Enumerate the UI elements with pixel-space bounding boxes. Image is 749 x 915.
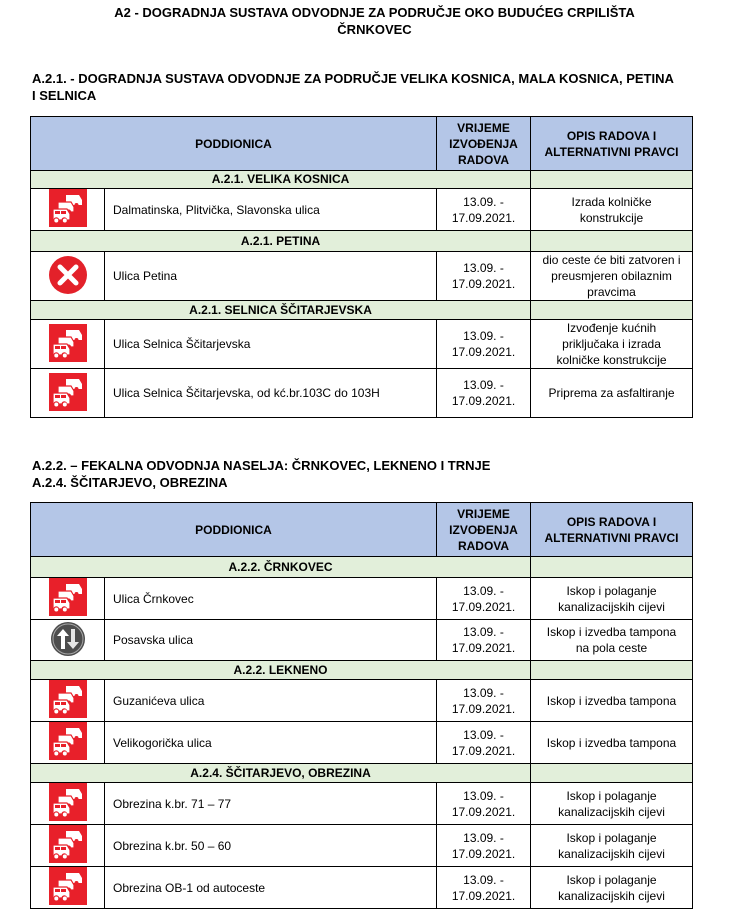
section2-title: [32, 457, 490, 491]
street-name: Velikogorička ulica: [105, 722, 437, 764]
work-period-line: 17.09.2021.: [451, 804, 516, 819]
work-period-line: 13.09. -: [463, 261, 504, 276]
traffic-jam-icon: [49, 783, 87, 824]
work-period-line: 13.09. -: [463, 194, 504, 209]
table-row: [31, 680, 693, 722]
work-period: [437, 369, 531, 418]
street-name: Ulica Petina: [105, 252, 437, 301]
column-header-opis-line: ALTERNATIVNI PRAVCI: [544, 144, 679, 159]
work-period-line: 13.09. -: [463, 830, 504, 845]
column-header-vrijeme-line: RADOVA: [457, 538, 510, 553]
work-description: [531, 680, 693, 722]
work-period-line: 17.09.2021.: [451, 888, 516, 903]
work-description-line: kolničke konstrukcije: [556, 353, 667, 368]
work-period-line: 13.09. -: [463, 872, 504, 887]
work-description-line: Iskop i polaganje: [566, 830, 657, 845]
work-description-line: kanalizacijskih cijevi: [558, 888, 665, 903]
table-row: [31, 620, 693, 661]
work-period-line: 17.09.2021.: [451, 701, 516, 716]
subsection-row: [31, 301, 693, 320]
subsection-empty-cell: [531, 231, 693, 252]
work-description: [531, 369, 693, 418]
traffic-jam-icon: [49, 324, 87, 365]
work-period: [437, 783, 531, 825]
work-period-line: 17.09.2021.: [451, 345, 516, 360]
work-description: [531, 578, 693, 620]
work-period-line: 17.09.2021.: [451, 641, 516, 656]
work-description: [531, 320, 693, 369]
street-name: Ulica Selnica Ščitarjevska, od kć.br.103C do 103H: [105, 369, 437, 418]
subsection-row: [31, 764, 693, 783]
work-period: [437, 578, 531, 620]
column-header-poddionica: PODDIONICA: [31, 117, 437, 171]
subsection-row: [31, 171, 693, 189]
table-row: [31, 189, 693, 231]
work-description-line: Iskop i izvedba tampona: [546, 625, 677, 640]
work-period: [437, 189, 531, 231]
column-header-vrijeme: [437, 117, 531, 171]
icon-cell: [31, 722, 105, 764]
subsection-label: A.2.1. VELIKA KOSNICA: [31, 171, 531, 189]
subsection-label: A.2.1. SELNICA ŠČITARJEVSKA: [31, 301, 531, 320]
table-row: [31, 369, 693, 418]
two-way-traffic-icon: [50, 621, 86, 660]
table-row: [31, 825, 693, 867]
table-row: [31, 867, 693, 909]
traffic-jam-icon: [49, 680, 87, 721]
work-description-line: konstrukcije: [579, 210, 644, 225]
work-period-line: 13.09. -: [463, 329, 504, 344]
traffic-jam-icon: [49, 578, 87, 619]
work-period-line: 17.09.2021.: [451, 743, 516, 758]
street-name: Guzanićeva ulica: [105, 680, 437, 722]
document-title: [0, 4, 749, 38]
work-period: [437, 722, 531, 764]
subsection-empty-cell: [531, 557, 693, 578]
subsection-label: A.2.2. LEKNENO: [31, 661, 531, 680]
work-period-line: 17.09.2021.: [451, 210, 516, 225]
icon-cell: [31, 867, 105, 909]
work-period: [437, 825, 531, 867]
work-period: [437, 620, 531, 661]
document-title-line2: ČRNKOVEC: [337, 22, 412, 37]
work-period-line: 13.09. -: [463, 685, 504, 700]
work-description-line: kanalizacijskih cijevi: [558, 804, 665, 819]
work-description-line: priključaka i izrada: [562, 337, 661, 352]
work-period: [437, 320, 531, 369]
work-period: [437, 252, 531, 301]
column-header-vrijeme-line: VRIJEME: [457, 120, 510, 135]
traffic-jam-icon: [49, 189, 87, 230]
icon-cell: [31, 783, 105, 825]
icon-cell: [31, 620, 105, 661]
subsection-empty-cell: [531, 171, 693, 189]
subsection-row: [31, 661, 693, 680]
subsection-label: A.2.4. ŠČITARJEVO, OBREZINA: [31, 764, 531, 783]
icon-cell: [31, 680, 105, 722]
road-closed-icon: [48, 255, 88, 298]
work-description-line: Priprema za asfaltiranje: [548, 386, 675, 401]
column-header-vrijeme-line: RADOVA: [457, 152, 510, 167]
street-name: Obrezina k.br. 71 – 77: [105, 783, 437, 825]
work-period-line: 13.09. -: [463, 727, 504, 742]
section1-table: [30, 116, 693, 418]
work-period-line: 13.09. -: [463, 583, 504, 598]
work-description: [531, 189, 693, 231]
icon-cell: [31, 369, 105, 418]
work-description-line: Izvođenje kućnih: [566, 321, 657, 336]
street-name: Obrezina k.br. 50 – 60: [105, 825, 437, 867]
work-period: [437, 867, 531, 909]
work-description-line: Iskop i polaganje: [566, 583, 657, 598]
work-period-line: 17.09.2021.: [451, 846, 516, 861]
column-header-opis-line: ALTERNATIVNI PRAVCI: [544, 530, 679, 545]
section2-title-line1: A.2.2. – FEKALNA ODVODNJA NASELJA: ČRNKOVEC, LEKNENO I TRNJE: [32, 458, 491, 473]
work-period-line: 13.09. -: [463, 378, 504, 393]
street-name: Obrezina OB-1 od autoceste: [105, 867, 437, 909]
table-row: [31, 578, 693, 620]
table-row: [31, 783, 693, 825]
work-description: [531, 620, 693, 661]
work-description-line: dio ceste će biti zatvoren i: [542, 253, 681, 268]
subsection-label: A.2.1. PETINA: [31, 231, 531, 252]
traffic-jam-icon: [49, 825, 87, 866]
work-description-line: Izrada kolničke: [571, 194, 652, 209]
work-description-line: Iskop i polaganje: [566, 872, 657, 887]
work-description-line: pravcima: [587, 285, 636, 300]
icon-cell: [31, 825, 105, 867]
traffic-jam-icon: [49, 373, 87, 414]
column-header-opis: [531, 117, 693, 171]
work-description: [531, 783, 693, 825]
table-header-row: [31, 503, 693, 557]
street-name: Posavska ulica: [105, 620, 437, 661]
work-description-line: kanalizacijskih cijevi: [558, 846, 665, 861]
work-description: [531, 867, 693, 909]
work-period-line: 17.09.2021.: [451, 599, 516, 614]
work-description: [531, 252, 693, 301]
street-name: Dalmatinska, Plitvička, Slavonska ulica: [105, 189, 437, 231]
section2-title-line2: A.2.4. ŠČITARJEVO, OBREZINA: [32, 475, 228, 490]
street-name: Ulica Črnkovec: [105, 578, 437, 620]
work-period-line: 17.09.2021.: [451, 277, 516, 292]
street-name: Ulica Selnica Ščitarjevska: [105, 320, 437, 369]
column-header-opis-line: OPIS RADOVA I: [566, 128, 657, 143]
table-row: [31, 320, 693, 369]
column-header-vrijeme-line: VRIJEME: [457, 506, 510, 521]
icon-cell: [31, 578, 105, 620]
subsection-row: [31, 231, 693, 252]
subsection-label: A.2.2. ČRNKOVEC: [31, 557, 531, 578]
section2-table: [30, 502, 693, 909]
table-row: [31, 252, 693, 301]
work-description-line: na pola ceste: [575, 641, 648, 656]
table-header-row: [31, 117, 693, 171]
section1-title: [32, 70, 674, 104]
work-period-line: 17.09.2021.: [451, 394, 516, 409]
subsection-empty-cell: [531, 661, 693, 680]
section1-title-line1: A.2.1. - DOGRADNJA SUSTAVA ODVODNJE ZA PODRUČJE VELIKA KOSNICA, MALA KOSNICA, PETINA: [32, 71, 674, 86]
section1-title-line2: I SELNICA: [32, 88, 97, 103]
subsection-row: [31, 557, 693, 578]
icon-cell: [31, 320, 105, 369]
column-header-vrijeme-line: IZVOĐENJA: [449, 136, 518, 151]
work-description-line: Iskop i izvedba tampona: [546, 693, 677, 708]
table-row: [31, 722, 693, 764]
work-description-line: preusmjeren obilaznim: [551, 269, 672, 284]
work-period-line: 13.09. -: [463, 625, 504, 640]
icon-cell: [31, 189, 105, 231]
column-header-opis-line: OPIS RADOVA I: [566, 514, 657, 529]
work-description-line: Iskop i polaganje: [566, 788, 657, 803]
traffic-jam-icon: [49, 867, 87, 908]
icon-cell: [31, 252, 105, 301]
column-header-vrijeme: [437, 503, 531, 557]
subsection-empty-cell: [531, 301, 693, 320]
traffic-jam-icon: [49, 722, 87, 763]
work-description: [531, 825, 693, 867]
work-period: [437, 680, 531, 722]
column-header-vrijeme-line: IZVOĐENJA: [449, 522, 518, 537]
work-period-line: 13.09. -: [463, 788, 504, 803]
work-description-line: kanalizacijskih cijevi: [558, 599, 665, 614]
subsection-empty-cell: [531, 764, 693, 783]
work-description: [531, 722, 693, 764]
column-header-opis: [531, 503, 693, 557]
work-description-line: Iskop i izvedba tampona: [546, 735, 677, 750]
column-header-poddionica: PODDIONICA: [31, 503, 437, 557]
document-title-line1: A2 - DOGRADNJA SUSTAVA ODVODNJE ZA PODRUČJE OKO BUDUĆEG CRPILIŠTA: [114, 5, 635, 20]
